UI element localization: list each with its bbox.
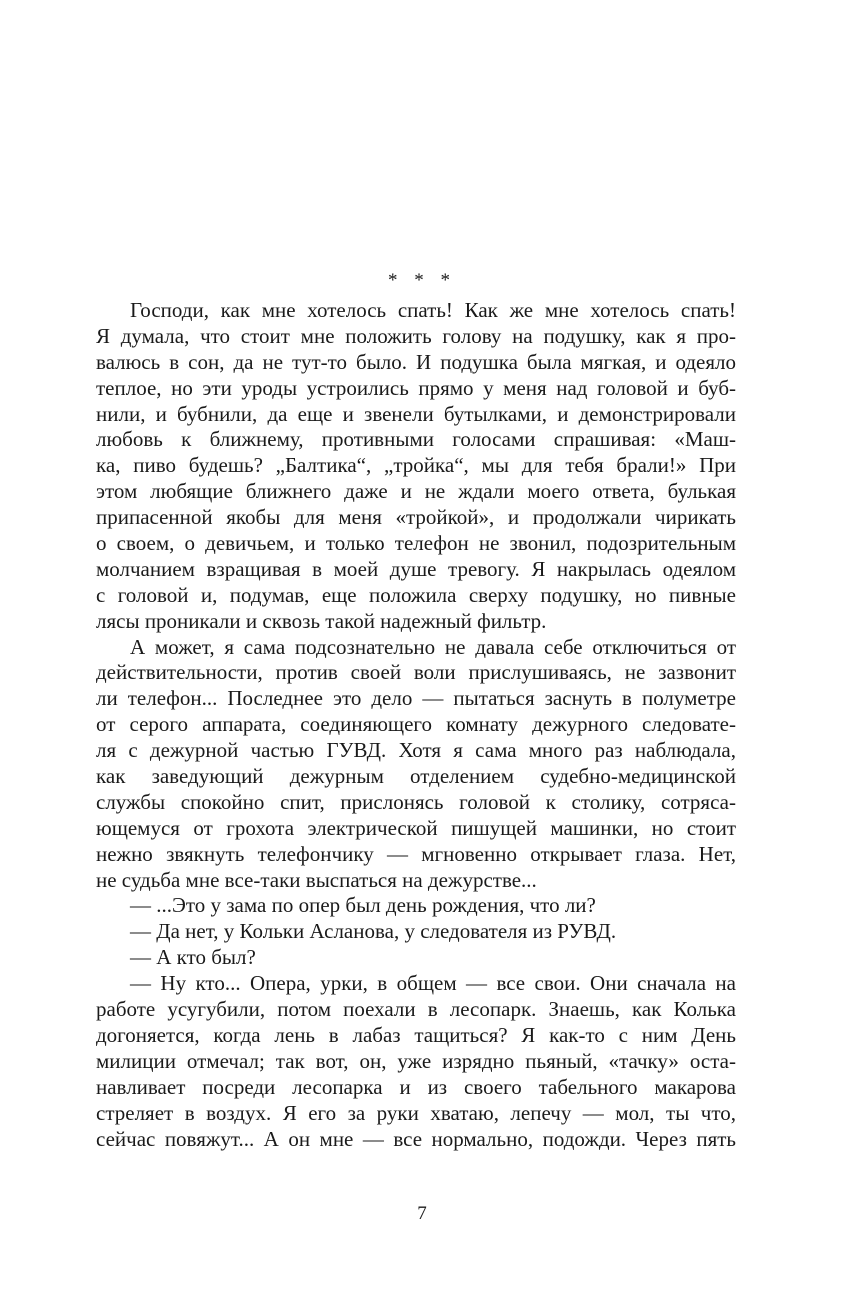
text-line: действительности, против своей воли прислушиваясь, не зазвонит [96,660,736,685]
text-line: догоняется, когда лень в лабаз тащиться? Я как-то с ним День [96,1022,736,1047]
text-line: теплое, но эти уроды устроились прямо у меня над головой и буб- [96,375,736,400]
text-line: о своем, о девичьем, и только телефон не звонил, подозрительным [96,531,736,556]
dialogue-line: — Да нет, у Кольки Асланова, у следователя из РУВД. [130,919,617,944]
text-line: молчанием взращивая в моей душе тревогу. Я накрылась одеялом [96,556,736,581]
text-line: припасенной якобы для меня «тройкой», и продолжали чирикать [96,505,736,530]
text-line: не судьба мне все-таки выспаться на дежурстве... [96,867,537,892]
text-line: сейчас повяжут... А он мне — все нормально, подожди. Через пять [96,1126,736,1151]
text-line: милиции отмечал; так вот, он, уже изрядно пьяный, «тачку» оста- [96,1048,736,1073]
text-line: А может, я сама подсознательно не давала себе отключиться от [130,634,736,659]
section-separator: * * * [388,270,456,291]
text-line: нили, и бубнили, да еще и звенели бутылками, и демонстрировали [96,401,736,426]
text-line: ли телефон... Последнее это дело — пытаться заснуть в полуметре [96,686,736,711]
dialogue-line: — А кто был? [130,945,256,970]
text-line: навливает посреди лесопарка и из своего табельного макарова [96,1074,736,1099]
text-line: работе усугубили, потом поехали в лесопарк. Знаешь, как Колька [96,997,736,1022]
text-line: ющемуся от грохота электрической пишущей машинки, но стоит [96,815,736,840]
text-line: лясы проникали и сквозь такой надежный фильтр. [96,608,547,633]
text-line: службы спокойно спит, прислонясь головой к столику, сотряса- [96,789,736,814]
text-line: стреляет в воздух. Я его за руки хватаю, лепечу — мол, ты что, [96,1100,736,1125]
text-line: ка, пиво будешь? „Балтика“, „тройка“, мы для тебя брали!» При [96,453,736,478]
body-text [96,298,736,1152]
page-number: 7 [417,1203,427,1224]
text-line: нежно звякнуть телефончику — мгновенно открывает глаза. Нет, [96,841,736,866]
text-line: с головой и, подумав, еще положила сверху подушку, но пивные [96,582,736,607]
text-line: Господи, как мне хотелось спать! Как же мне хотелось спать! [130,298,736,322]
text-line: ля с дежурной частью ГУВД. Хотя я сама много раз наблюдала, [96,738,736,763]
text-line: от серого аппарата, соединяющего комнату дежурного следовате- [96,712,736,737]
text-line: как заведующий дежурным отделением судебно-медицинской [96,764,736,789]
text-line: Я думала, что стоит мне положить голову на подушку, как я про- [96,323,736,348]
text-line: валюсь в сон, да не тут-то было. И подушка была мягкая, и одеяло [96,349,736,374]
dialogue-line: — ...Это у зама по опер был день рождения, что ли? [130,893,596,918]
text-line: любовь к ближнему, противными голосами спрашивая: «Маш- [96,427,736,452]
text-line: этом любящие ближнего даже и не ждали моего ответа, булькая [96,479,736,504]
dialogue-line: — Ну кто... Опера, урки, в общем — все свои. Они сначала на [130,971,736,996]
